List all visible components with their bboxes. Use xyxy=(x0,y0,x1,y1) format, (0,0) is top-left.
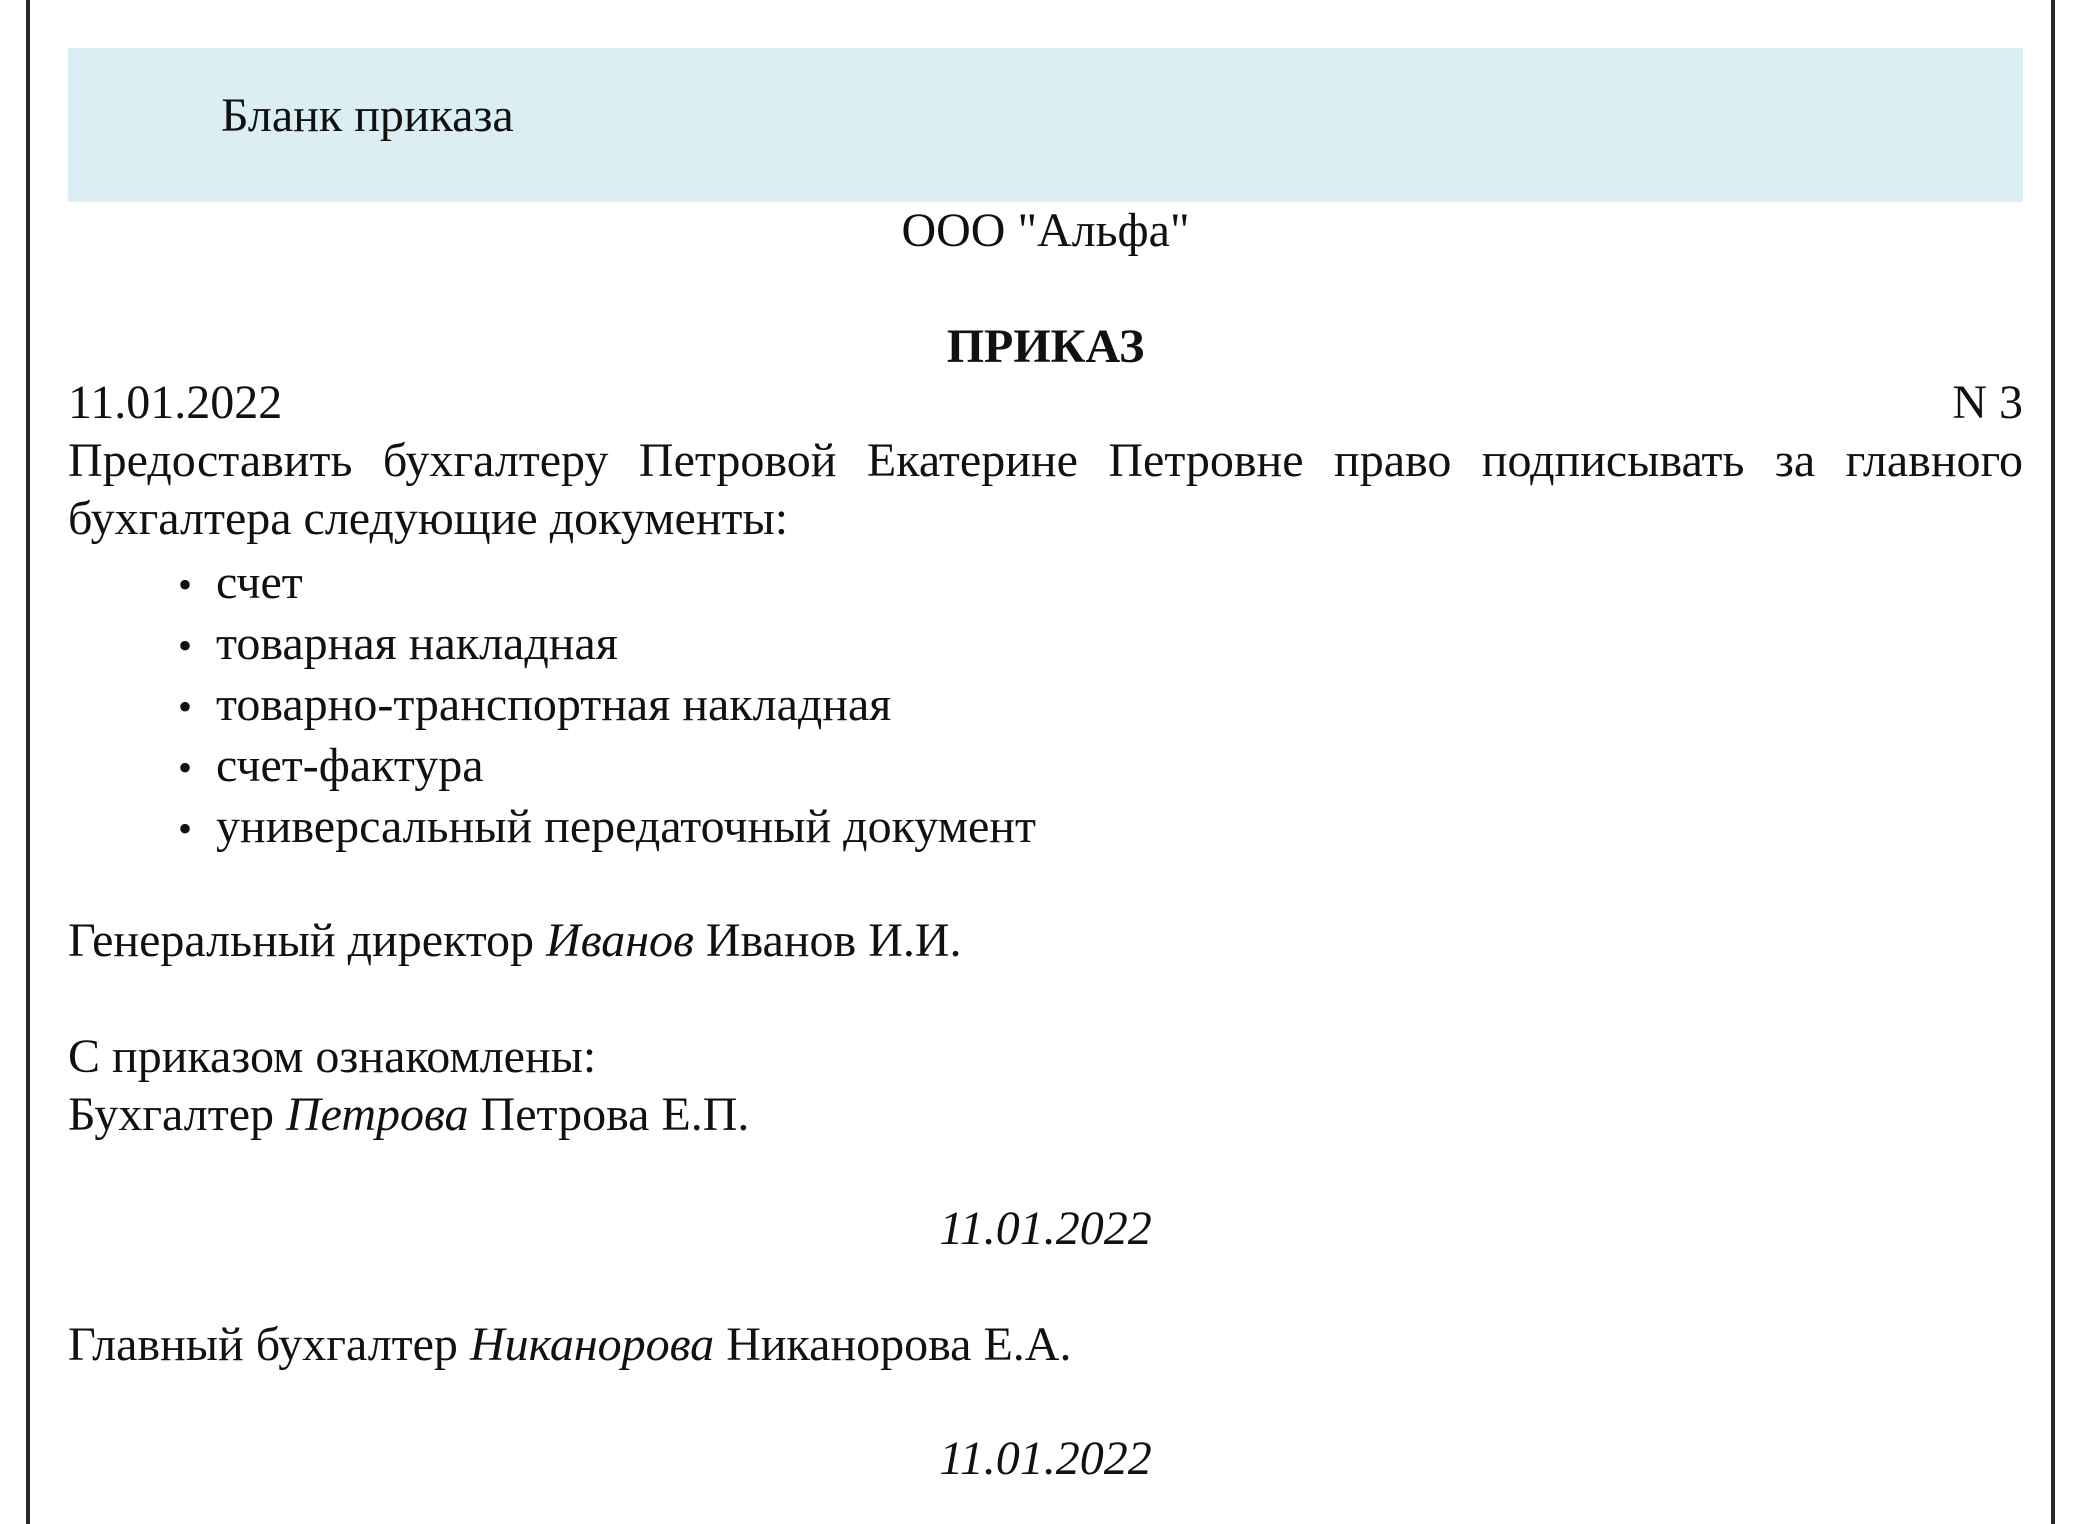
director-name: Иванов И.И. xyxy=(705,914,962,967)
organization-name: ООО "Альфа" xyxy=(901,204,1190,257)
bullet-icon: • xyxy=(178,684,193,729)
accountant-position: Бухгалтер xyxy=(68,1088,275,1141)
bullet-icon: • xyxy=(178,745,193,790)
bullet-icon: • xyxy=(178,806,193,851)
director-signature-line xyxy=(68,912,962,970)
order-body: Предоставить бухгалтеру Петровой Екатерине Петровне право подписывать за главного бухгалтера следующие документы: xyxy=(68,434,2023,545)
document-type: ПРИКАЗ xyxy=(946,320,1145,373)
bullet-icon: • xyxy=(178,562,193,607)
list-item: • товарная накладная xyxy=(178,615,1036,676)
list-item: • счет xyxy=(178,554,1036,615)
date-number-row xyxy=(68,374,2023,432)
document-list xyxy=(178,554,1036,859)
bullet-icon: • xyxy=(178,623,193,668)
header-band xyxy=(68,48,2023,202)
chief-accountant-date: 11.01.2022 xyxy=(939,1432,1152,1485)
chief-accountant-signature: Никанорова xyxy=(469,1318,715,1371)
order-date: 11.01.2022 xyxy=(68,376,283,429)
director-position: Генеральный директор xyxy=(68,914,535,967)
accountant-signature: Петрова xyxy=(286,1088,469,1141)
director-signature: Иванов xyxy=(546,914,694,967)
chief-accountant-name: Никанорова Е.А. xyxy=(726,1318,1072,1371)
form-title: Бланк приказа xyxy=(221,89,514,142)
list-item: • универсальный передаточный документ xyxy=(178,798,1036,859)
accountant-date: 11.01.2022 xyxy=(939,1202,1152,1255)
list-item: • счет-фактура xyxy=(178,737,1036,798)
chief-accountant-position: Главный бухгалтер xyxy=(68,1318,458,1371)
list-item: • товарно-транспортная накладная xyxy=(178,676,1036,737)
acknowledgement-heading: С приказом ознакомлены: xyxy=(68,1030,597,1083)
order-number: N 3 xyxy=(1952,376,2023,429)
chief-accountant-signature-line xyxy=(68,1316,1071,1374)
accountant-name: Петрова Е.П. xyxy=(480,1088,750,1141)
accountant-signature-line xyxy=(68,1086,749,1144)
